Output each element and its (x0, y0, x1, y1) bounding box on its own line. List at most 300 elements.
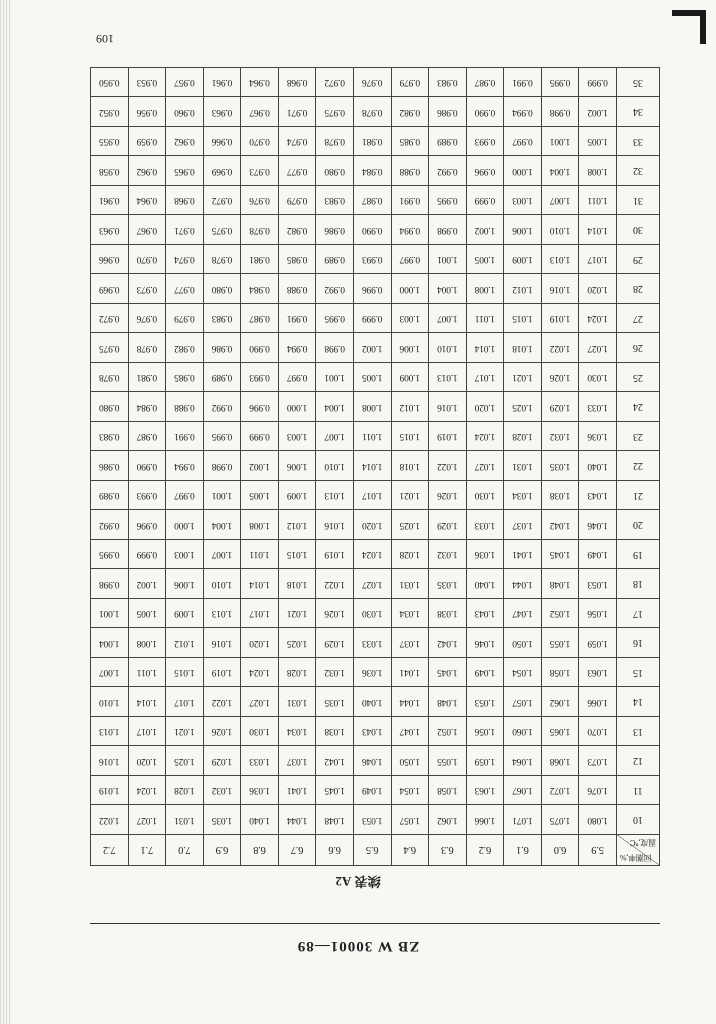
table-cell: 1.049 (354, 776, 392, 806)
table-cell: 1.019 (541, 304, 579, 334)
table-cell: 1.036 (579, 422, 617, 452)
column-header-cell: 6.1 (504, 835, 542, 866)
table-cell: 1.008 (466, 274, 504, 304)
table-cell: 1.047 (504, 599, 542, 629)
table-cell: 0.986 (429, 97, 467, 127)
table-cell: 1.021 (278, 599, 316, 629)
column-header-cell: 7.2 (91, 835, 129, 866)
table-cell: 1.009 (391, 363, 429, 393)
table-cell: 1.005 (466, 245, 504, 275)
table-cell: 1.062 (429, 805, 467, 835)
column-header-cell: 6.2 (466, 835, 504, 866)
table-cell: 1.022 (316, 569, 354, 599)
table-cell: 1.017 (466, 363, 504, 393)
table-cell: 0.985 (391, 127, 429, 157)
table-cell: 0.994 (278, 333, 316, 363)
table-cell: 0.988 (278, 274, 316, 304)
table-cell: 1.011 (354, 422, 392, 452)
table-cell: 1.008 (128, 628, 166, 658)
row-temperature-cell: 24 (617, 392, 660, 422)
row-temperature-cell: 16 (617, 628, 660, 658)
table-cell: 1.036 (354, 658, 392, 688)
table-cell: 1.052 (429, 717, 467, 747)
table-row (91, 451, 660, 481)
table-cell: 0.999 (241, 422, 279, 452)
table-cell: 0.985 (278, 245, 316, 275)
table-cell: 0.995 (541, 68, 579, 98)
table-cell: 1.042 (541, 510, 579, 540)
table-cell: 0.978 (91, 363, 129, 393)
table-cell: 1.015 (504, 304, 542, 334)
table-cell: 0.989 (429, 127, 467, 157)
table-cell: 1.029 (316, 628, 354, 658)
table-cell: 1.067 (504, 776, 542, 806)
table-cell: 1.025 (166, 746, 204, 776)
table-cell: 0.998 (429, 215, 467, 245)
table-cell: 1.071 (504, 805, 542, 835)
table-cell: 1.020 (354, 510, 392, 540)
table-cell: 0.978 (128, 333, 166, 363)
table-cell: 1.044 (504, 569, 542, 599)
table-cell: 1.026 (203, 717, 241, 747)
column-header-cell: 7.0 (166, 835, 204, 866)
table-cell: 0.957 (166, 68, 204, 98)
table-cell: 0.981 (354, 127, 392, 157)
table-cell: 0.963 (203, 97, 241, 127)
table-cell: 1.080 (579, 805, 617, 835)
table-cell: 1.011 (466, 304, 504, 334)
table-cell: 1.057 (504, 687, 542, 717)
table-row (91, 363, 660, 393)
table-cell: 0.982 (278, 215, 316, 245)
column-header-cell: 6.3 (429, 835, 467, 866)
table-cell: 1.044 (278, 805, 316, 835)
table-cell: 0.995 (429, 186, 467, 216)
table-cell: 1.017 (354, 481, 392, 511)
table-cell: 0.983 (316, 186, 354, 216)
table-cell: 0.999 (354, 304, 392, 334)
table-cell: 1.059 (579, 628, 617, 658)
table-cell: 1.032 (316, 658, 354, 688)
column-header-cell: 6.6 (316, 835, 354, 866)
table-cell: 1.015 (391, 422, 429, 452)
table-cell: 0.992 (203, 392, 241, 422)
table-cell: 0.982 (166, 333, 204, 363)
table-row (91, 245, 660, 275)
table-cell: 1.004 (429, 274, 467, 304)
table-cell: 1.008 (354, 392, 392, 422)
table-cell: 1.008 (579, 156, 617, 186)
table-row (91, 304, 660, 334)
table-cell: 1.058 (429, 776, 467, 806)
table-cell: 1.072 (541, 776, 579, 806)
table-cell: 0.979 (278, 186, 316, 216)
table-cell: 0.987 (466, 68, 504, 98)
table-cell: 1.034 (504, 481, 542, 511)
table-cell: 1.021 (166, 717, 204, 747)
table-cell: 1.027 (466, 451, 504, 481)
table-cell: 0.950 (91, 68, 129, 98)
table-cell: 0.979 (166, 304, 204, 334)
table-cell: 1.016 (429, 392, 467, 422)
table-cell: 1.029 (203, 746, 241, 776)
table-cell: 1.031 (278, 687, 316, 717)
table-cell: 0.956 (128, 97, 166, 127)
table-cell: 0.997 (278, 363, 316, 393)
table-cell: 1.076 (579, 776, 617, 806)
table-cell: 0.977 (166, 274, 204, 304)
table-cell: 0.975 (203, 215, 241, 245)
table-cell: 1.028 (504, 422, 542, 452)
table-cell: 1.063 (579, 658, 617, 688)
corner-temperature-label: 温度,℃ (629, 838, 656, 847)
table-cell: 1.015 (166, 658, 204, 688)
data-table (90, 67, 660, 866)
table-cell: 1.013 (429, 363, 467, 393)
table-cell: 0.987 (354, 186, 392, 216)
table-cell: 0.968 (278, 68, 316, 98)
table-cell: 0.985 (166, 363, 204, 393)
table-cell: 0.964 (128, 186, 166, 216)
table-cell: 1.017 (128, 717, 166, 747)
table-cell: 1.014 (579, 215, 617, 245)
row-temperature-cell: 28 (617, 274, 660, 304)
table-cell: 0.998 (203, 451, 241, 481)
table-cell: 1.042 (429, 628, 467, 658)
table-cell: 1.031 (166, 805, 204, 835)
table-cell: 1.032 (203, 776, 241, 806)
table-cell: 1.046 (579, 510, 617, 540)
table-cell: 0.991 (504, 68, 542, 98)
table-cell: 1.040 (241, 805, 279, 835)
table-cell: 1.024 (354, 540, 392, 570)
row-temperature-cell: 23 (617, 422, 660, 452)
table-cell: 1.030 (241, 717, 279, 747)
table-cell: 0.997 (166, 481, 204, 511)
table-cell: 1.056 (579, 599, 617, 629)
table-cell: 1.002 (354, 333, 392, 363)
table-cell: 1.053 (354, 805, 392, 835)
table-cell: 1.009 (278, 481, 316, 511)
row-temperature-cell: 12 (617, 746, 660, 776)
table-cell: 1.013 (91, 717, 129, 747)
standard-number: ZB W 30001—89 (296, 938, 420, 954)
table-cell: 1.037 (504, 510, 542, 540)
table-cell: 0.999 (128, 540, 166, 570)
row-temperature-cell: 34 (617, 97, 660, 127)
table-cell: 1.049 (466, 658, 504, 688)
table-row (91, 628, 660, 658)
table-cell: 1.019 (316, 540, 354, 570)
table-cell: 1.012 (278, 510, 316, 540)
table-cell: 1.035 (316, 687, 354, 717)
table-cell: 1.033 (579, 392, 617, 422)
table-cell: 1.054 (504, 658, 542, 688)
table-cell: 1.063 (466, 776, 504, 806)
table-cell: 1.014 (466, 333, 504, 363)
table-cell: 1.005 (128, 599, 166, 629)
table-cell: 1.064 (504, 746, 542, 776)
table-cell: 0.983 (91, 422, 129, 452)
table-cell: 0.994 (391, 215, 429, 245)
table-cell: 0.993 (466, 127, 504, 157)
table-cell: 0.966 (203, 127, 241, 157)
row-temperature-cell: 17 (617, 599, 660, 629)
table-cell: 0.962 (166, 127, 204, 157)
table-cell: 0.974 (278, 127, 316, 157)
table-cell: 1.040 (466, 569, 504, 599)
table-cell: 0.991 (391, 186, 429, 216)
table-cell: 0.978 (354, 97, 392, 127)
table-cell: 1.012 (391, 392, 429, 422)
table-cell: 0.995 (91, 540, 129, 570)
table-cell: 0.992 (429, 156, 467, 186)
table-cell: 0.973 (128, 274, 166, 304)
row-temperature-cell: 15 (617, 658, 660, 688)
table-cell: 1.002 (128, 569, 166, 599)
table-cell: 1.003 (391, 304, 429, 334)
table-cell: 1.001 (541, 127, 579, 157)
table-cell: 1.029 (541, 392, 579, 422)
table-cell: 1.017 (166, 687, 204, 717)
table-cell: 1.053 (579, 569, 617, 599)
table-cell: 0.978 (241, 215, 279, 245)
table-cell: 1.019 (429, 422, 467, 452)
table-cell: 1.001 (429, 245, 467, 275)
table-cell: 1.022 (429, 451, 467, 481)
table-cell: 0.961 (91, 186, 129, 216)
table-cell: 0.999 (579, 68, 617, 98)
column-header-cell: 5.9 (579, 835, 617, 866)
table-cell: 1.040 (579, 451, 617, 481)
table-cell: 0.987 (128, 422, 166, 452)
table-cell: 0.976 (241, 186, 279, 216)
row-temperature-cell: 10 (617, 805, 660, 835)
table-cell: 1.030 (466, 481, 504, 511)
table-cell: 0.967 (128, 215, 166, 245)
table-cell: 1.041 (504, 540, 542, 570)
table-cell: 1.050 (391, 746, 429, 776)
table-cell: 1.018 (504, 333, 542, 363)
table-cell: 1.005 (354, 363, 392, 393)
table-cell: 1.047 (391, 717, 429, 747)
table-cell: 0.995 (316, 304, 354, 334)
table-cell: 1.043 (354, 717, 392, 747)
table-cell: 0.960 (166, 97, 204, 127)
table-cell: 1.003 (504, 186, 542, 216)
table-cell: 0.991 (166, 422, 204, 452)
table-cell: 1.073 (579, 746, 617, 776)
row-temperature-cell: 21 (617, 481, 660, 511)
table-row (91, 156, 660, 186)
table-cell: 1.024 (241, 658, 279, 688)
table-cell: 1.027 (241, 687, 279, 717)
table-cell: 1.027 (354, 569, 392, 599)
table-cell: 0.973 (241, 156, 279, 186)
row-temperature-cell: 22 (617, 451, 660, 481)
table-cell: 1.007 (429, 304, 467, 334)
table-cell: 0.993 (354, 245, 392, 275)
table-cell: 1.029 (429, 510, 467, 540)
row-temperature-cell: 35 (617, 68, 660, 98)
table-cell: 0.968 (166, 186, 204, 216)
table-cell: 1.053 (466, 687, 504, 717)
table-cell: 1.010 (541, 215, 579, 245)
table-cell: 1.026 (429, 481, 467, 511)
table-cell: 1.024 (466, 422, 504, 452)
table-cell: 1.002 (466, 215, 504, 245)
row-temperature-cell: 30 (617, 215, 660, 245)
table-cell: 0.971 (278, 97, 316, 127)
table-cell: 1.032 (429, 540, 467, 570)
table-cell: 1.043 (466, 599, 504, 629)
table-row (91, 481, 660, 511)
table-cell: 0.997 (391, 245, 429, 275)
table-cell: 1.010 (429, 333, 467, 363)
column-header-cell: 6.8 (241, 835, 279, 866)
table-cell: 0.984 (241, 274, 279, 304)
table-cell: 1.021 (504, 363, 542, 393)
table-cell: 1.055 (429, 746, 467, 776)
table-cell: 1.012 (166, 628, 204, 658)
column-header-row (91, 835, 660, 866)
table-cell: 0.972 (91, 304, 129, 334)
table-cell: 0.955 (91, 127, 129, 157)
table-cell: 0.996 (241, 392, 279, 422)
table-cell: 0.984 (128, 392, 166, 422)
table-cell: 1.022 (541, 333, 579, 363)
table-cell: 1.007 (91, 658, 129, 688)
table-cell: 1.007 (203, 540, 241, 570)
table-cell: 0.980 (316, 156, 354, 186)
table-cell: 1.018 (278, 569, 316, 599)
table-row (91, 274, 660, 304)
header-rule (90, 923, 660, 924)
table-cell: 1.017 (241, 599, 279, 629)
table-cell: 1.028 (278, 658, 316, 688)
page-number: 109 (96, 32, 114, 46)
table-cell: 1.021 (391, 481, 429, 511)
table-cell: 1.022 (203, 687, 241, 717)
table-cell: 1.058 (541, 658, 579, 688)
table-cell: 0.997 (504, 127, 542, 157)
table-cell: 0.970 (128, 245, 166, 275)
table-cell: 1.041 (391, 658, 429, 688)
table-cell: 1.004 (203, 510, 241, 540)
table-cell: 0.993 (128, 481, 166, 511)
table-cell: 0.958 (91, 156, 129, 186)
table-cell: 0.998 (316, 333, 354, 363)
table-cell: 1.003 (166, 540, 204, 570)
row-temperature-cell: 27 (617, 304, 660, 334)
table-cell: 1.000 (391, 274, 429, 304)
table-cell: 1.007 (316, 422, 354, 452)
table-cell: 1.022 (91, 805, 129, 835)
table-cell: 1.025 (504, 392, 542, 422)
table-cell: 1.010 (91, 687, 129, 717)
row-temperature-cell: 31 (617, 186, 660, 216)
table-cell: 0.978 (316, 127, 354, 157)
table-cell: 0.998 (91, 569, 129, 599)
table-cell: 1.046 (466, 628, 504, 658)
row-temperature-cell: 29 (617, 245, 660, 275)
table-cell: 0.996 (466, 156, 504, 186)
table-cell: 1.028 (166, 776, 204, 806)
table-cell: 1.042 (316, 746, 354, 776)
table-cell: 1.002 (579, 97, 617, 127)
table-cell: 0.965 (166, 156, 204, 186)
table-cell: 0.992 (91, 510, 129, 540)
table-cell: 0.969 (91, 274, 129, 304)
table-cell: 0.970 (241, 127, 279, 157)
column-header-cell: 6.7 (278, 835, 316, 866)
table-row (91, 333, 660, 363)
column-header-cell: 6.4 (391, 835, 429, 866)
table-cell: 1.065 (541, 717, 579, 747)
table-cell: 1.011 (241, 540, 279, 570)
table-cell: 1.046 (354, 746, 392, 776)
table-cell: 0.964 (241, 68, 279, 98)
table-cell: 1.033 (466, 510, 504, 540)
table-cell: 0.989 (203, 363, 241, 393)
table-cell: 1.028 (391, 540, 429, 570)
table-cell: 1.038 (429, 599, 467, 629)
table-row (91, 776, 660, 806)
table-cell: 0.969 (203, 156, 241, 186)
table-cell: 0.992 (316, 274, 354, 304)
table-cell: 0.971 (166, 215, 204, 245)
table-cell: 0.995 (203, 422, 241, 452)
table-cell: 1.006 (278, 451, 316, 481)
table-cell: 1.044 (391, 687, 429, 717)
table-cell: 0.972 (316, 68, 354, 98)
table-cell: 0.980 (91, 392, 129, 422)
table-row (91, 658, 660, 688)
table-cell: 1.020 (579, 274, 617, 304)
table-cell: 1.019 (91, 776, 129, 806)
table-cell: 1.034 (278, 717, 316, 747)
table-cell: 1.000 (278, 392, 316, 422)
table-cell: 1.013 (316, 481, 354, 511)
table-cell: 1.016 (316, 510, 354, 540)
table-caption: 续表 A2 (335, 874, 381, 889)
table-cell: 0.961 (203, 68, 241, 98)
table-cell: 1.026 (541, 363, 579, 393)
corner-moisture-label: 回潮率,% (620, 853, 652, 862)
table-cell: 0.990 (128, 451, 166, 481)
table-cell: 1.033 (241, 746, 279, 776)
column-header-cell: 7.1 (128, 835, 166, 866)
table-row (91, 746, 660, 776)
table-cell: 1.035 (203, 805, 241, 835)
table-cell: 1.031 (504, 451, 542, 481)
table-cell: 1.009 (166, 599, 204, 629)
row-temperature-cell: 18 (617, 569, 660, 599)
table-cell: 1.020 (128, 746, 166, 776)
table-cell: 1.001 (91, 599, 129, 629)
table-row (91, 805, 660, 835)
table-row (91, 717, 660, 747)
table-cell: 0.981 (128, 363, 166, 393)
table-cell: 0.966 (91, 245, 129, 275)
row-temperature-cell: 26 (617, 333, 660, 363)
table-row (91, 687, 660, 717)
table-cell: 1.027 (128, 805, 166, 835)
row-temperature-cell: 19 (617, 540, 660, 570)
table-cell: 0.996 (354, 274, 392, 304)
table-cell: 1.026 (316, 599, 354, 629)
table-cell: 0.998 (541, 97, 579, 127)
